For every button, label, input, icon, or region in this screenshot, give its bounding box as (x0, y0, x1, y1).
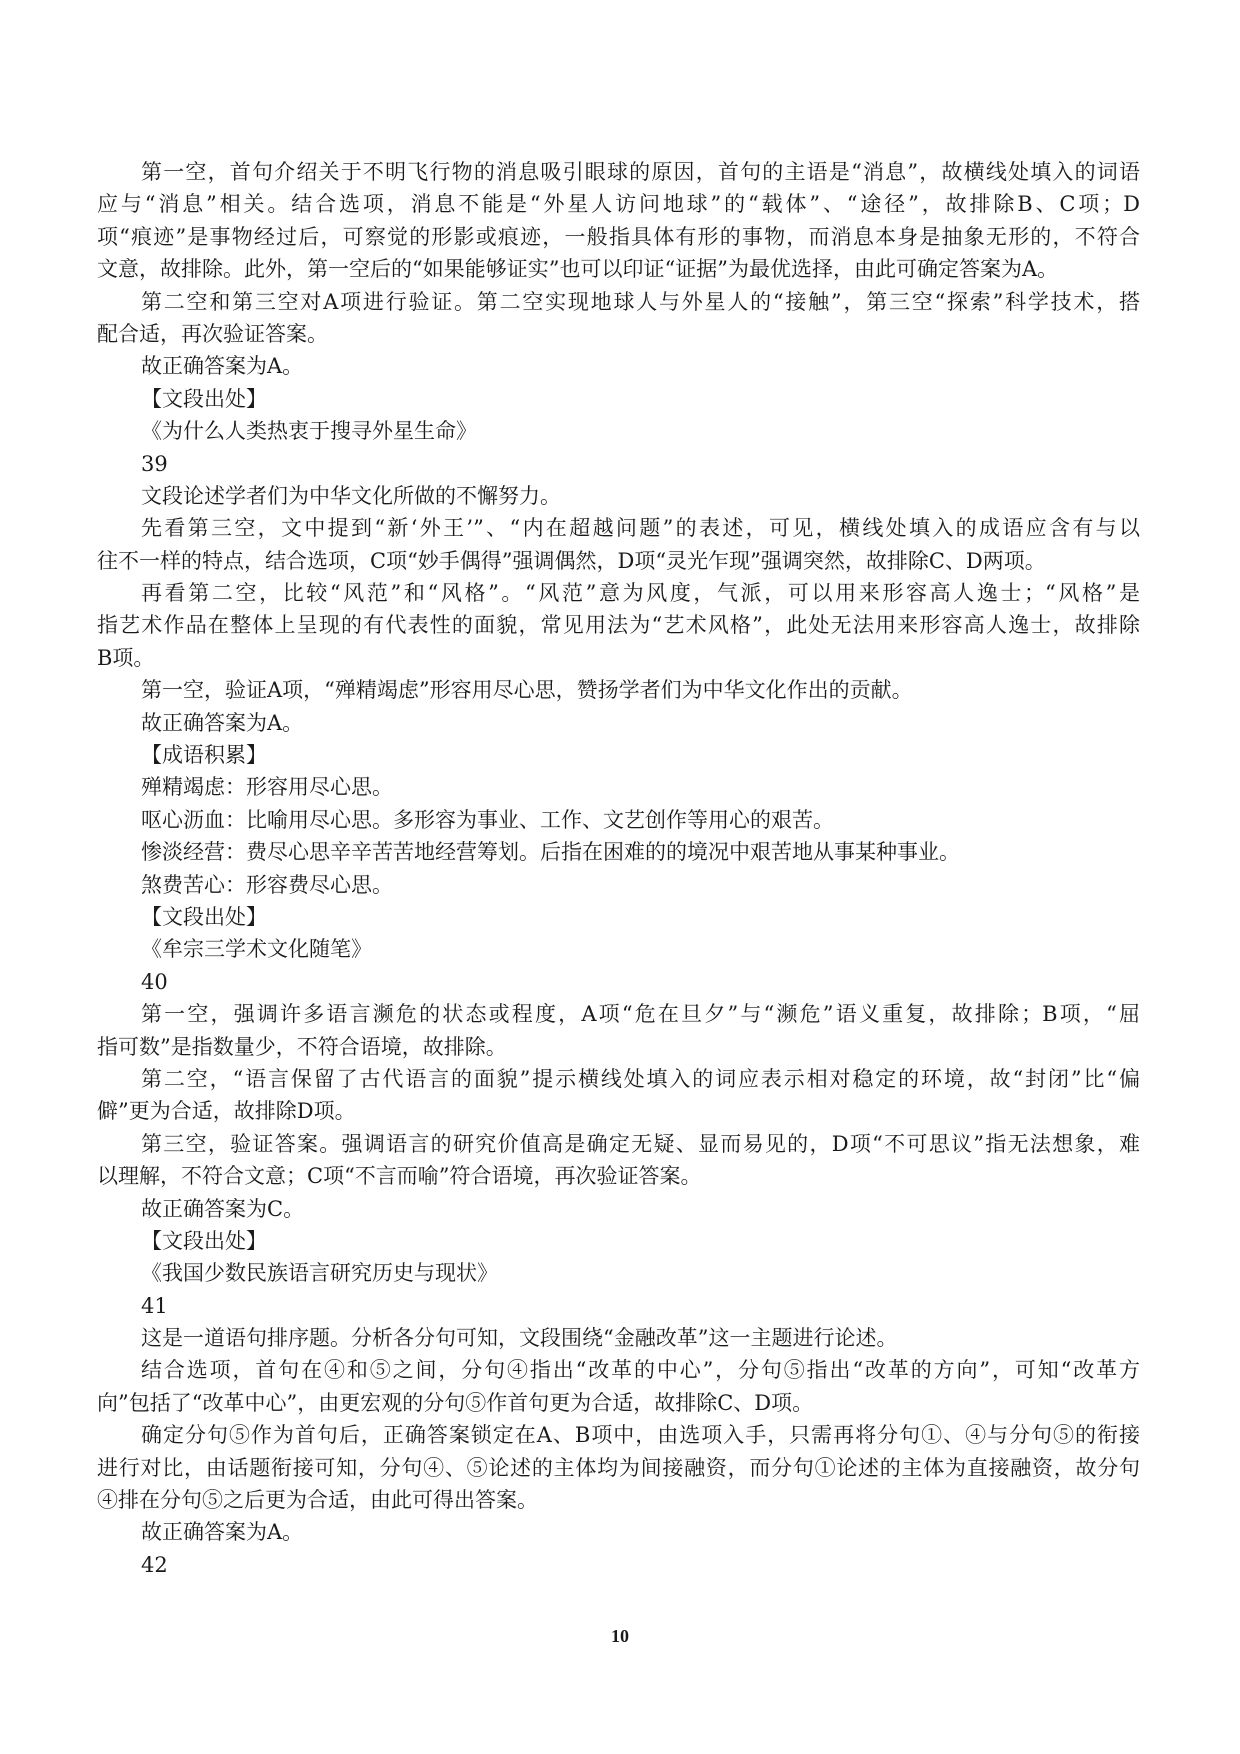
text-line: 指可数”是指数量少，不符合语境，故排除。 (97, 1034, 507, 1059)
text-line: 煞费苦心：形容费尽心思。 (141, 872, 393, 897)
text-line: ④排在分句⑤之后更为合适，由此可得出答案。 (97, 1488, 538, 1513)
paragraph (97, 480, 1140, 512)
text-line: 第一空，强调许多语言濒危的状态或程度，A项“危在旦夕”与“濒危”语义重复，故排除；B项，“屈 (141, 1002, 1140, 1027)
text-line: 《我国少数民族语言研究历史与现状》 (141, 1261, 498, 1286)
text-line: 配合适，再次验证答案。 (97, 321, 328, 346)
text-line: 进行对比，由话题衔接可知，分句④、⑤论述的主体均为间接融资，而分句①论述的主体为直接融资，故分句 (97, 1455, 1140, 1480)
text-line: 42 (141, 1552, 168, 1577)
paragraph (97, 1063, 1140, 1128)
text-line: 41 (141, 1293, 168, 1318)
paragraph (97, 1128, 1140, 1193)
text-line: 第一空，首句介绍关于不明飞行物的消息吸引眼球的原因，首句的主语是“消息”，故横线处填入的词语 (141, 160, 1140, 184)
text-line: 这是一道语句排序题。分析各分句可知，文段围绕“金融改革”这一主题进行论述。 (141, 1326, 898, 1351)
text-line: 【文段出处】 (141, 904, 267, 929)
paragraph (97, 1516, 1140, 1548)
paragraph (97, 1322, 1140, 1354)
paragraph (97, 804, 1140, 836)
text-line: 再看第二空，比较“风范”和“风格”。“风范”意为风度，气派，可以用来形容高人逸士；“风格”是 (141, 581, 1140, 606)
paragraph (97, 1354, 1140, 1419)
paragraph (97, 836, 1140, 868)
text-line: 《为什么人类热衷于搜寻外星生命》 (141, 419, 477, 444)
paragraph (97, 771, 1140, 803)
paragraph (97, 156, 1140, 286)
paragraph (97, 707, 1140, 739)
text-line: 故正确答案为A。 (141, 1520, 304, 1545)
paragraph (97, 966, 1140, 998)
text-line: 故正确答案为C。 (141, 1196, 305, 1221)
paragraph (97, 512, 1140, 577)
text-line: 先看第三空，文中提到“新‘外王’”、“内在超越问题”的表述，可见，横线处填入的成语应含有与以 (141, 516, 1140, 541)
document-body (97, 156, 1140, 1581)
text-line: 【文段出处】 (141, 386, 267, 411)
paragraph (97, 1225, 1140, 1257)
text-line: 向”包括了“改革中心”，由更宏观的分句⑤作首句更为合适，故排除C、D项。 (97, 1390, 814, 1415)
paragraph (97, 415, 1140, 447)
paragraph (97, 998, 1140, 1063)
text-line: 第三空，验证答案。强调语言的研究价值高是确定无疑、显而易见的，D项“不可思议”指无法想象，难 (141, 1131, 1140, 1156)
text-line: 第二空和第三空对A项进行验证。第二空实现地球人与外星人的“接触”，第三空“探索”科学技术，搭 (141, 289, 1140, 314)
paragraph (97, 869, 1140, 901)
paragraph (97, 383, 1140, 415)
text-line: 《牟宗三学术文化随笔》 (141, 937, 372, 962)
text-line: 【成语积累】 (141, 743, 267, 768)
text-line: 39 (141, 451, 168, 476)
text-line: 文意，故排除。此外，第一空后的“如果能够证实”也可以印证“证据”为最优选择，由此可确定答案为A。 (97, 257, 1059, 282)
text-line: 第二空，“语言保留了古代语言的面貌”提示横线处填入的词应表示相对稳定的环境，故“封闭”比“偏 (141, 1066, 1140, 1091)
text-line: 指艺术作品在整体上呈现的有代表性的面貌，常见用法为“艺术风格”，此处无法用来形容高人逸士，故排除 (97, 613, 1140, 638)
paragraph (97, 739, 1140, 771)
paragraph (97, 286, 1140, 351)
text-line: 第一空，验证A项，“殚精竭虑”形容用尽心思，赞扬学者们为中华文化作出的贡献。 (141, 678, 913, 703)
text-line: 以理解，不符合文意；C项“不言而喻”符合语境，再次验证答案。 (97, 1164, 702, 1189)
text-line: B项。 (97, 645, 155, 670)
page-number: 10 (611, 1626, 629, 1646)
paragraph (97, 1257, 1140, 1289)
paragraph (97, 577, 1140, 674)
text-line: 应与“消息”相关。结合选项，消息不能是“外星人访问地球”的“载体”、“途径”，故排除B、C项；D (97, 192, 1140, 217)
text-line: 项“痕迹”是事物经过后，可察觉的形影或痕迹，一般指具体有形的事物，而消息本身是抽象无形的，不符合 (97, 224, 1140, 249)
text-line: 故正确答案为A。 (141, 354, 304, 379)
text-line: 文段论述学者们为中华文化所做的不懈努力。 (141, 483, 561, 508)
text-line: 僻”更为合适，故排除D项。 (97, 1099, 356, 1124)
paragraph (97, 674, 1140, 706)
text-line: 殚精竭虑：形容用尽心思。 (141, 775, 393, 800)
text-line: 确定分句⑤作为首句后，正确答案锁定在A、B项中，由选项入手，只需再将分句①、④与分句⑤的衔接 (141, 1423, 1140, 1448)
text-line: 结合选项，首句在④和⑤之间，分句④指出“改革的中心”，分句⑤指出“改革的方向”，可知“改革方 (141, 1358, 1140, 1383)
text-line: 惨淡经营：费尽心思辛辛苦苦地经营筹划。后指在困难的的境况中艰苦地从事某种事业。 (141, 840, 960, 865)
paragraph (97, 448, 1140, 480)
paragraph (97, 1290, 1140, 1322)
text-line: 故正确答案为A。 (141, 710, 304, 735)
paragraph (97, 901, 1140, 933)
text-line: 【文段出处】 (141, 1228, 267, 1253)
text-line: 呕心沥血：比喻用尽心思。多形容为事业、工作、文艺创作等用心的艰苦。 (141, 807, 834, 832)
paragraph (97, 933, 1140, 965)
paragraph (97, 350, 1140, 382)
paragraph (97, 1419, 1140, 1516)
paragraph (97, 1549, 1140, 1581)
paragraph (97, 1193, 1140, 1225)
text-line: 40 (141, 969, 168, 994)
text-line: 往不一样的特点，结合选项，C项“妙手偶得”强调偶然，D项“灵光乍现”强调突然，故排除C、D两项。 (97, 548, 1046, 573)
